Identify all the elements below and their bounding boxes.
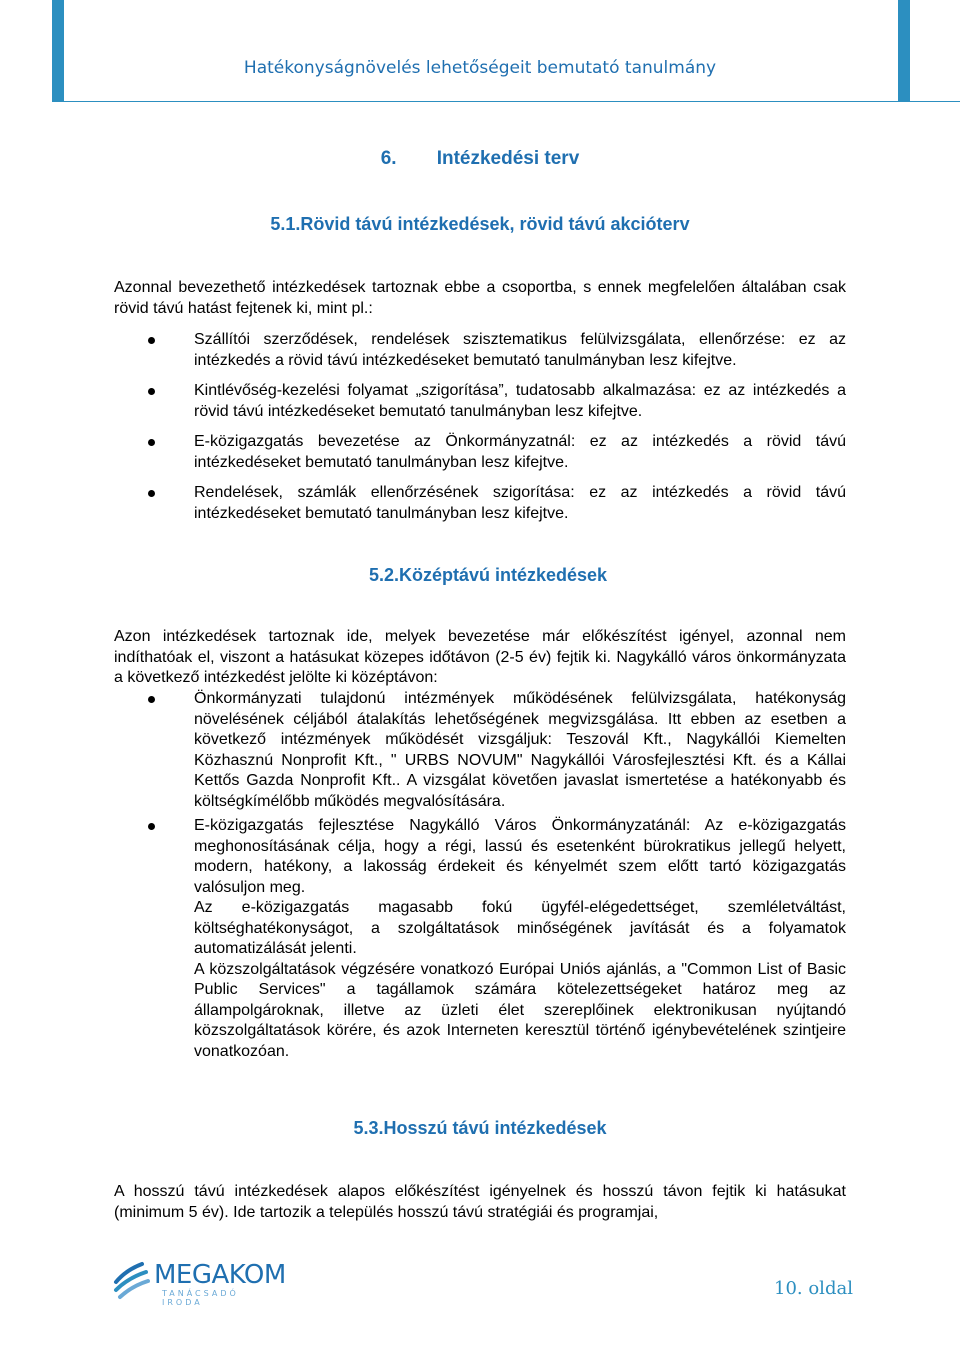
bullet-icon [148,337,155,344]
section-5-2-intro: Azon intézkedések tartoznak ide, melyek bevezetése már előkészítést igényel, azonnal nem indíthatóak el, viszont a hatásukat közepes időtávon (2-5 év) fejtik ki. Nagykálló város önkormányzata a következő intézkedést jelölte ki középtávon: [114,628,846,686]
bullet-icon [148,439,155,446]
megakom-logo [112,1258,286,1307]
running-header-title: Hatékonyságnövelés lehetőségeit bemutató tanulmány [243,58,717,78]
section-5-2-bullets [114,689,846,1062]
header-left-bar [52,0,64,102]
header-divider [52,101,960,102]
section-5-2-heading: 5.2.Középtávú intézkedések [368,565,608,585]
list-item: Szállítói szerződések, rendelések szisztematikus felülvizsgálata, ellenőrzése: ez az intézkedés a rövid távú intézkedéseket bemutató tanulmányban lesz kifejtve. [114,330,846,371]
header-right-bar [898,0,910,102]
bullet-icon [148,388,155,395]
list-item: E-közigazgatás bevezetése az Önkormányzatnál: ez az intézkedés a rövid távú intézkedéseket bemutató tanulmányban lesz kifejtve. [114,432,846,473]
section-5-3-intro: A hosszú távú intézkedések alapos előkészítést igényelnek és hosszú távon fejtik ki hatásukat (minimum 5 év). Ide tartozik a település hosszú távú stratégiái és programjai, [114,1183,846,1221]
section-5-3-heading: 5.3.Hosszú távú intézkedések [353,1118,607,1138]
logo-subtitle: TANÁCSADÓ IRODA [162,1289,239,1307]
logo-text: MEGAKOM [154,1260,286,1290]
bullet-icon [148,823,155,830]
list-item [114,816,846,1062]
list-item: Kintlévőség-kezelési folyamat „szigorítása”, tudatosabb alkalmazása: ez az intézkedés a rövid távú intézkedéseket bemutató tanulmányban lesz kifejtve. [114,381,846,422]
section-5-1-heading: 5.1.Rövid távú intézkedések, rövid távú akcióterv [270,214,690,234]
bullet-icon [148,696,155,703]
section-5-1-intro: Azonnal bevezethető intézkedések tartoznak ebbe a csoportba, s ennek megfelelően általában csak rövid távú hatást fejtenek ki, mint pl.: [114,279,846,317]
list-item: Rendelések, számlák ellenőrzésének szigorítása: ez az intézkedés a rövid távú intézkedéseket bemutató tanulmányban lesz kifejtve. [114,483,846,524]
bullet-icon [148,490,155,497]
section-6-number: 6. [380,148,397,169]
section-6-heading [0,148,960,170]
bullet-paragraph: Az e-közigazgatás magasabb fokú ügyfél-elégedettséget, szemléletváltást, költséghatékonyságot, a szolgáltatások minőségének javítását és a folyamatok automatizálását jelenti. [194,899,846,957]
list-item: Önkormányzati tulajdonú intézmények működésének felülvizsgálata, hatékonyság növelésének céljából átalakítás lehetőségének megvizsgálása. Itt ebben az esetben a következő intézmények működését vizsgáljuk: Teszovál Kft., Nagykállói Kiemelten Közhasznú Nonprofit Kft., " URBS NOVUM" Nagykállói Városfejlesztési Kft. és a Kállai Kettős Gazda Nonprofit Kft.. A vizsgálat követően javaslat ismertetése a hatékonyabb és költségkímélőbb működés megvalósítására. [114,689,846,812]
section-5-1-bullets [114,330,846,534]
logo-mark-icon [112,1260,152,1300]
bullet-paragraph: A közszolgáltatások végzésére vonatkozó Európai Uniós ajánlás, a "Common List of Basic Public Services" a tagállamok számára kötelezettségeket határoz meg az állampolgároknak, illetve az üzleti élet szereplőinek elektronikusan nyújtandó közszolgáltatások körére, és azok Interneten keresztül történő igénybevételének szintjeire vonatkozóan. [194,960,846,1060]
section-6-title: Intézkedési terv [436,148,580,169]
page-number: 10. oldal [774,1278,853,1299]
bullet-paragraph: E-közigazgatás fejlesztése Nagykálló Város Önkormányzatánál: Az e-közigazgatás meghonosításának célja, hogy a régi, lassú és esetenként bürokratikus jellegű helyett, modern, hatékony, a lakosság érdekeit és kényelmét szem előtt tartó közigazgatás valósuljon meg. [194,817,846,896]
